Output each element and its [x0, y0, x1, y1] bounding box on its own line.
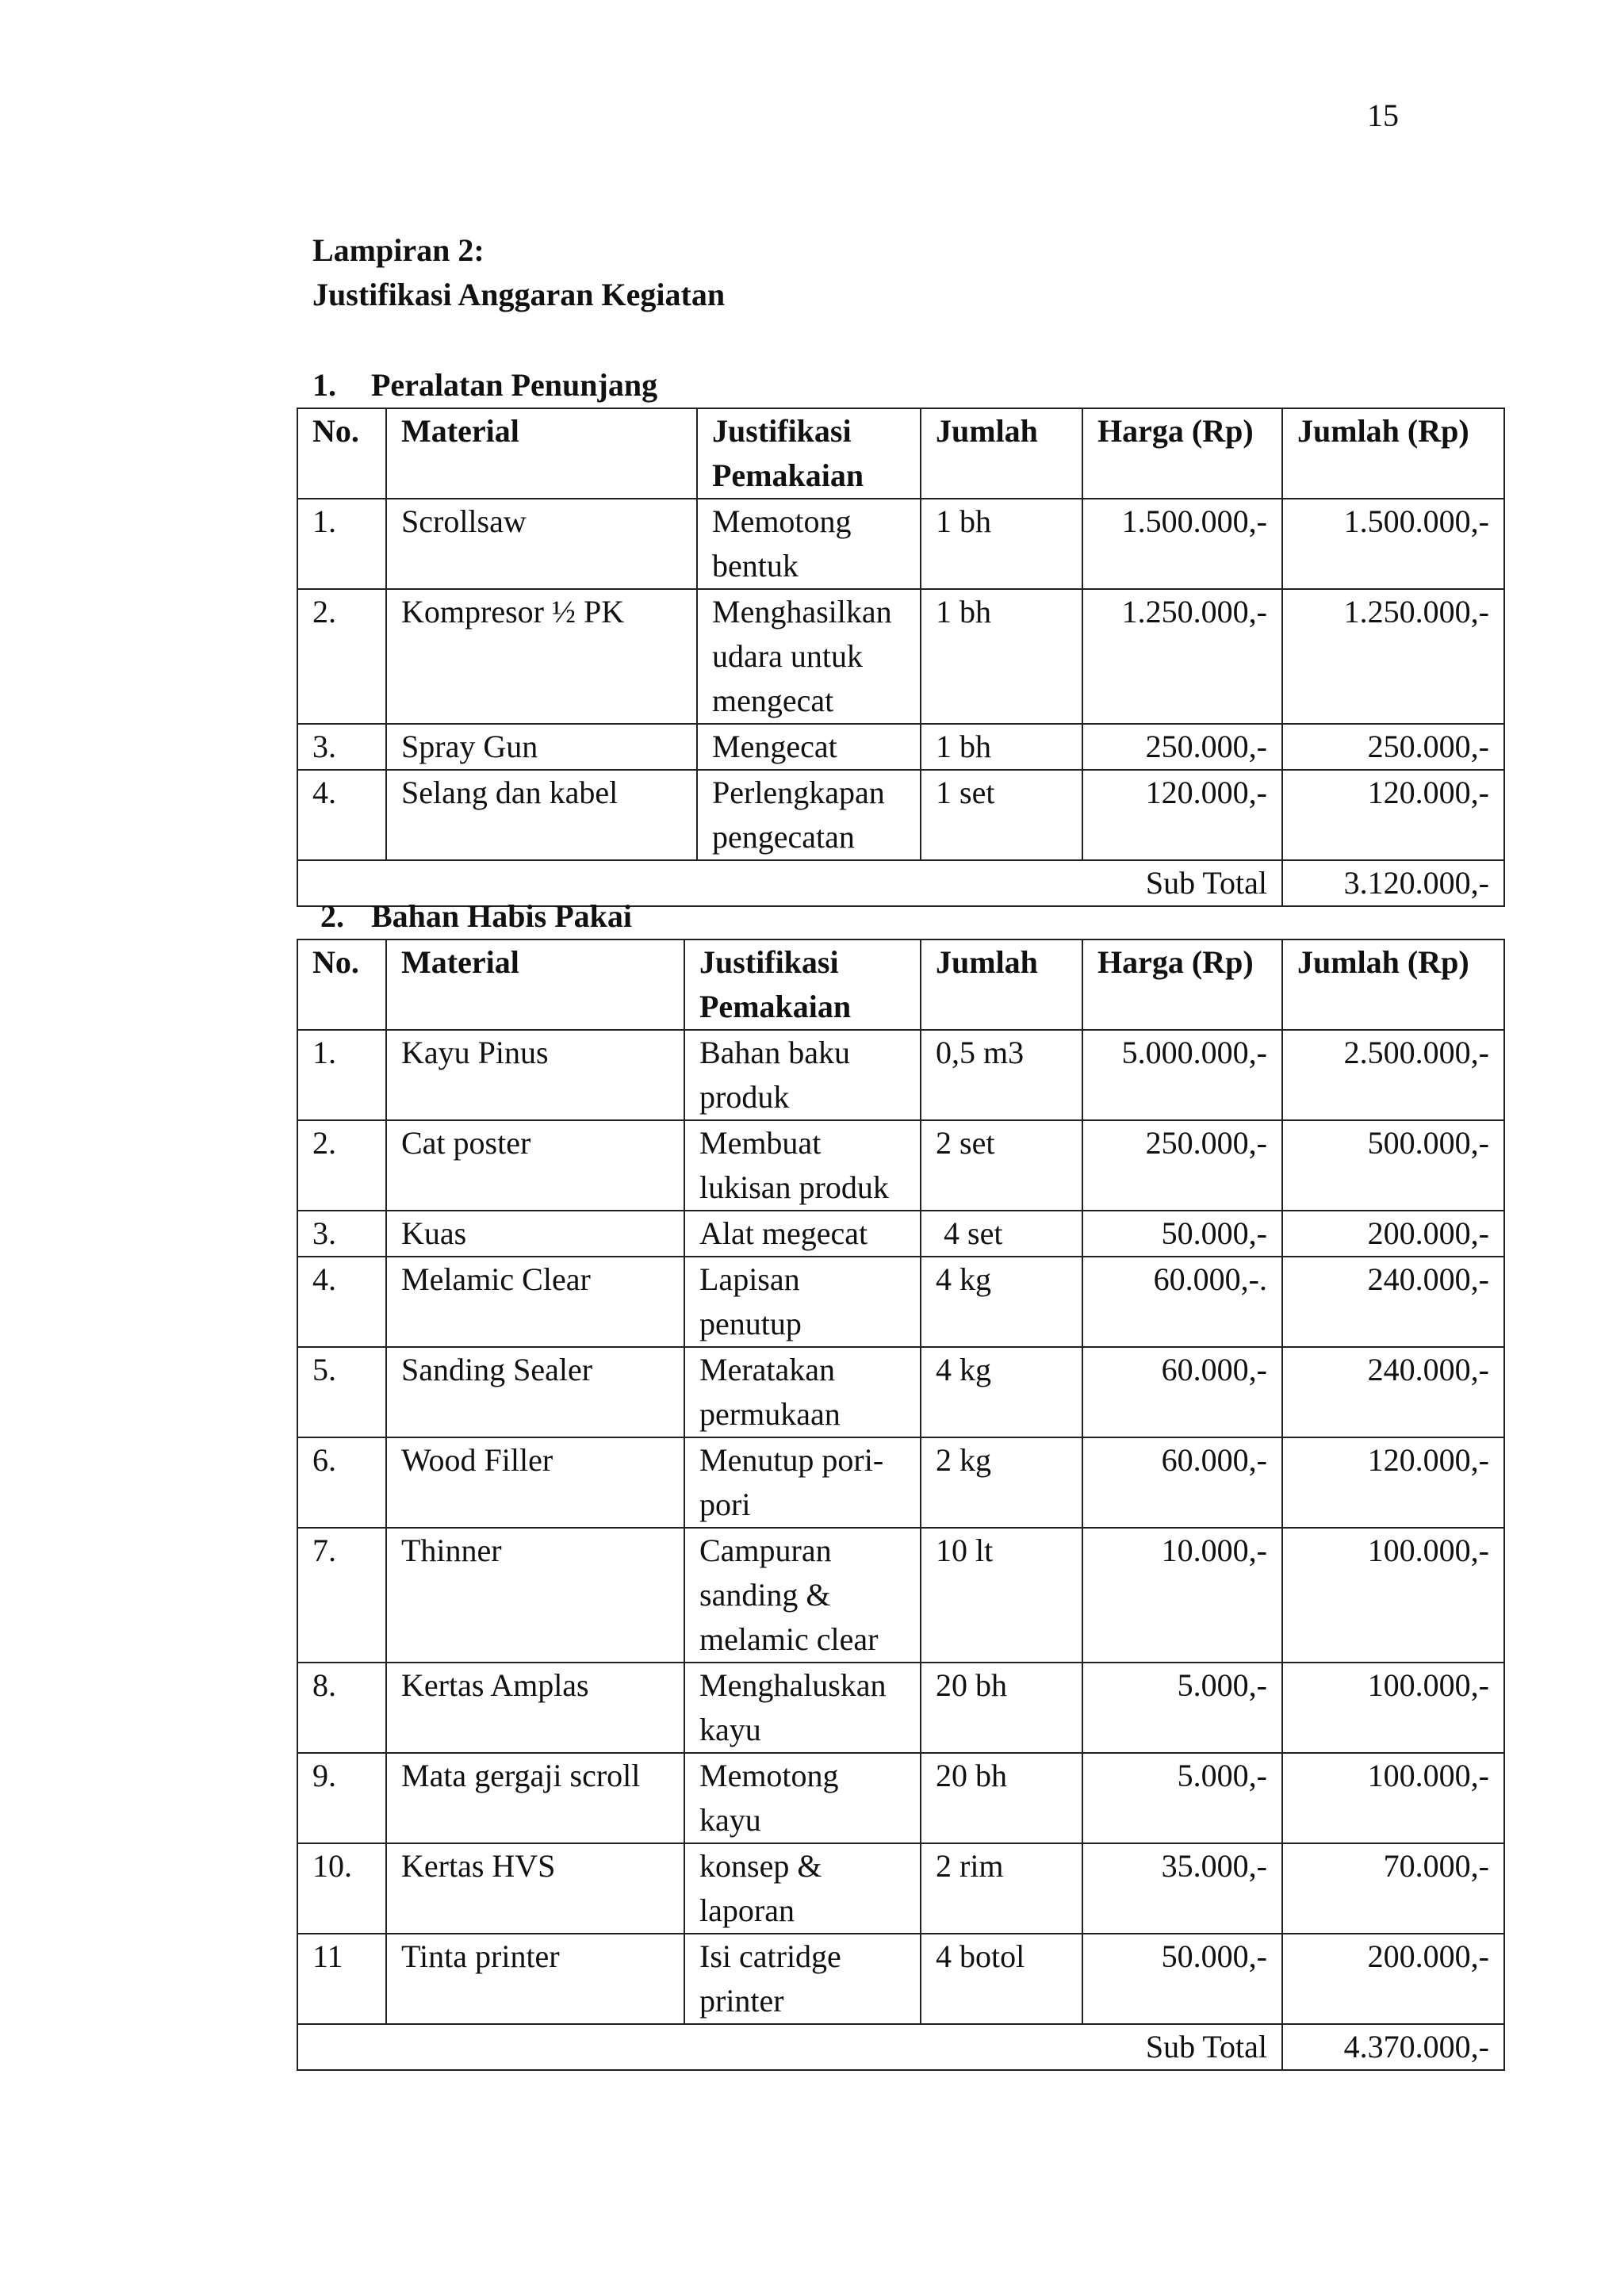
cell-jumlah: 4 kg — [921, 1347, 1082, 1437]
cell-justifikasi: Menutup pori-pori — [684, 1437, 921, 1528]
table-row — [297, 724, 1504, 770]
column-header-no: No. — [297, 939, 386, 1030]
table-row — [297, 1211, 1504, 1257]
cell-justifikasi: Campuran sanding & melamic clear — [684, 1528, 921, 1663]
cell-harga: 120.000,- — [1082, 770, 1282, 860]
column-header-jumlah-rp: Jumlah (Rp) — [1282, 408, 1504, 499]
table-row — [297, 499, 1504, 589]
cell-harga: 250.000,- — [1082, 1120, 1282, 1211]
cell-justifikasi: Perlengkapan pengecatan — [697, 770, 921, 860]
cell-total: 120.000,- — [1282, 770, 1504, 860]
table-row — [297, 1257, 1504, 1347]
cell-total: 70.000,- — [1282, 1843, 1504, 1934]
cell-jumlah: 2 rim — [921, 1843, 1082, 1934]
cell-no: 6. — [297, 1437, 386, 1528]
cell-jumlah: 1 set — [921, 770, 1082, 860]
column-header-jumlah-rp: Jumlah (Rp) — [1282, 939, 1504, 1030]
cell-jumlah: 10 lt — [921, 1528, 1082, 1663]
cell-jumlah: 0,5 m3 — [921, 1030, 1082, 1120]
cell-harga: 35.000,- — [1082, 1843, 1282, 1934]
cell-jumlah: 2 kg — [921, 1437, 1082, 1528]
attachment-title: Justifikasi Anggaran Kegiatan — [312, 277, 726, 312]
cell-harga: 1.250.000,- — [1082, 589, 1282, 724]
cell-total: 200.000,- — [1282, 1211, 1504, 1257]
table-row — [297, 770, 1504, 860]
cell-total: 120.000,- — [1282, 1437, 1504, 1528]
cell-jumlah: 4 botol — [921, 1934, 1082, 2024]
column-header-material: Material — [386, 939, 684, 1030]
cell-material: Scrollsaw — [386, 499, 697, 589]
cell-harga: 60.000,- — [1082, 1437, 1282, 1528]
cell-jumlah: 4 kg — [921, 1257, 1082, 1347]
table-row — [297, 1347, 1504, 1437]
cell-jumlah: 1 bh — [921, 724, 1082, 770]
table-row — [297, 589, 1504, 724]
cell-material: Thinner — [386, 1528, 684, 1663]
cell-jumlah: 1 bh — [921, 499, 1082, 589]
cell-no: 5. — [297, 1347, 386, 1437]
cell-total: 2.500.000,- — [1282, 1030, 1504, 1120]
cell-justifikasi: Memotong bentuk — [697, 499, 921, 589]
table-bahan-habis-pakai — [297, 939, 1505, 2071]
cell-material: Kertas HVS — [386, 1843, 684, 1934]
table-row — [297, 1528, 1504, 1663]
column-header-justifikasi: Justifikasi Pemakaian — [684, 939, 921, 1030]
subtotal-row — [297, 2024, 1504, 2070]
cell-material: Kayu Pinus — [386, 1030, 684, 1120]
column-header-jumlah: Jumlah — [921, 939, 1082, 1030]
subtotal-label: Sub Total — [297, 860, 1282, 906]
section-label: Peralatan Penunjang — [371, 367, 658, 403]
attachment-label: Lampiran 2: — [312, 232, 485, 268]
subtotal-value: 3.120.000,- — [1282, 860, 1504, 906]
cell-material: Melamic Clear — [386, 1257, 684, 1347]
cell-justifikasi: Lapisan penutup — [684, 1257, 921, 1347]
cell-harga: 60.000,- — [1082, 1347, 1282, 1437]
cell-harga: 10.000,- — [1082, 1528, 1282, 1663]
cell-jumlah: 20 bh — [921, 1753, 1082, 1843]
table-row — [297, 1663, 1504, 1753]
cell-total: 100.000,- — [1282, 1528, 1504, 1663]
table-row — [297, 1934, 1504, 2024]
cell-no: 4. — [297, 770, 386, 860]
table-row — [297, 1120, 1504, 1211]
cell-total: 1.500.000,- — [1282, 499, 1504, 589]
cell-justifikasi: Alat megecat — [684, 1211, 921, 1257]
column-header-no: No. — [297, 408, 386, 499]
cell-jumlah: 1 bh — [921, 589, 1082, 724]
cell-no: 9. — [297, 1753, 386, 1843]
cell-total: 250.000,- — [1282, 724, 1504, 770]
column-header-harga: Harga (Rp) — [1082, 408, 1282, 499]
cell-harga: 5.000.000,- — [1082, 1030, 1282, 1120]
cell-material: Spray Gun — [386, 724, 697, 770]
cell-total: 500.000,- — [1282, 1120, 1504, 1211]
cell-no: 1. — [297, 499, 386, 589]
cell-material: Kuas — [386, 1211, 684, 1257]
cell-harga: 250.000,- — [1082, 724, 1282, 770]
table-peralatan-penunjang — [297, 408, 1505, 907]
cell-no: 7. — [297, 1528, 386, 1663]
cell-no: 2. — [297, 589, 386, 724]
table-header-row — [297, 939, 1504, 1030]
cell-total: 240.000,- — [1282, 1257, 1504, 1347]
cell-no: 11 — [297, 1934, 386, 2024]
cell-harga: 50.000,- — [1082, 1934, 1282, 2024]
cell-total: 100.000,- — [1282, 1753, 1504, 1843]
cell-material: Kompresor ½ PK — [386, 589, 697, 724]
column-header-material: Material — [386, 408, 697, 499]
cell-no: 8. — [297, 1663, 386, 1753]
cell-total: 100.000,- — [1282, 1663, 1504, 1753]
table-row — [297, 1753, 1504, 1843]
cell-jumlah: 2 set — [921, 1120, 1082, 1211]
cell-no: 1. — [297, 1030, 386, 1120]
subtotal-value: 4.370.000,- — [1282, 2024, 1504, 2070]
cell-material: Kertas Amplas — [386, 1663, 684, 1753]
cell-justifikasi: Menghasilkan udara untuk mengecat — [697, 589, 921, 724]
cell-justifikasi: Membuat lukisan produk — [684, 1120, 921, 1211]
table-row — [297, 1843, 1504, 1934]
section-label: Bahan Habis Pakai — [371, 898, 633, 934]
cell-justifikasi: Menghaluskan kayu — [684, 1663, 921, 1753]
cell-justifikasi: Memotong kayu — [684, 1753, 921, 1843]
cell-no: 2. — [297, 1120, 386, 1211]
column-header-jumlah: Jumlah — [921, 408, 1082, 499]
cell-harga: 5.000,- — [1082, 1753, 1282, 1843]
column-header-justifikasi: Justifikasi Pemakaian — [697, 408, 921, 499]
cell-no: 4. — [297, 1257, 386, 1347]
document-heading — [312, 228, 725, 317]
cell-total: 1.250.000,- — [1282, 589, 1504, 724]
section-title-peralatan — [312, 363, 657, 408]
cell-justifikasi: Meratakan permukaan — [684, 1347, 921, 1437]
cell-jumlah: 4 set — [921, 1211, 1082, 1257]
table-header-row — [297, 408, 1504, 499]
cell-material: Cat poster — [386, 1120, 684, 1211]
table-row — [297, 1437, 1504, 1528]
cell-material: Sanding Sealer — [386, 1347, 684, 1437]
cell-justifikasi: Mengecat — [697, 724, 921, 770]
cell-total: 200.000,- — [1282, 1934, 1504, 2024]
cell-justifikasi: konsep & laporan — [684, 1843, 921, 1934]
cell-harga: 1.500.000,- — [1082, 499, 1282, 589]
cell-material: Tinta printer — [386, 1934, 684, 2024]
cell-justifikasi: Bahan baku produk — [684, 1030, 921, 1120]
subtotal-label: Sub Total — [297, 2024, 1282, 2070]
cell-harga: 50.000,- — [1082, 1211, 1282, 1257]
cell-material: Mata gergaji scroll — [386, 1753, 684, 1843]
cell-harga: 60.000,-. — [1082, 1257, 1282, 1347]
cell-justifikasi: Isi catridge printer — [684, 1934, 921, 2024]
column-header-harga: Harga (Rp) — [1082, 939, 1282, 1030]
cell-no: 10. — [297, 1843, 386, 1934]
cell-total: 240.000,- — [1282, 1347, 1504, 1437]
cell-no: 3. — [297, 1211, 386, 1257]
cell-harga: 5.000,- — [1082, 1663, 1282, 1753]
cell-material: Selang dan kabel — [386, 770, 697, 860]
section-number: 2. — [320, 898, 344, 934]
table-row — [297, 1030, 1504, 1120]
cell-no: 3. — [297, 724, 386, 770]
page-number: 15 — [1367, 98, 1399, 133]
cell-material: Wood Filler — [386, 1437, 684, 1528]
section-number: 1. — [312, 367, 336, 403]
section-title-bahan-habis-pakai — [320, 894, 632, 939]
cell-jumlah: 20 bh — [921, 1663, 1082, 1753]
